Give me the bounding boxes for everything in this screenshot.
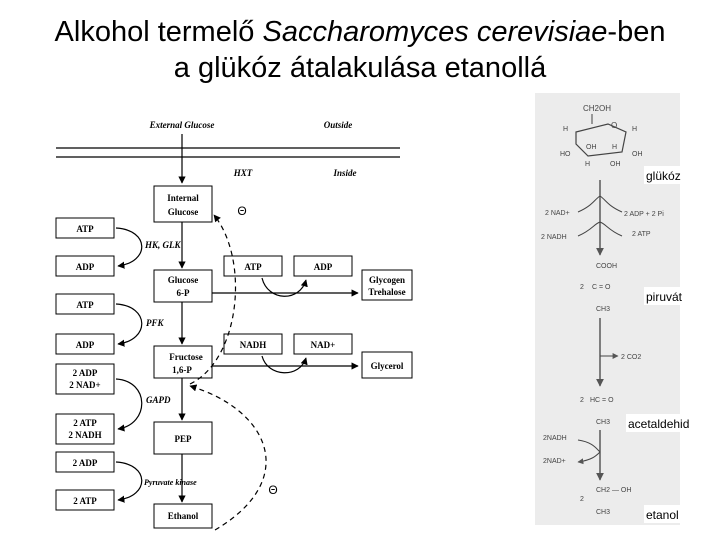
pep-label: PEP xyxy=(174,434,192,444)
label-acetaldehid: acetaldehid xyxy=(628,417,690,431)
box-ethanol xyxy=(154,504,212,528)
ethanol-ch3: CH3 xyxy=(596,509,611,516)
box-glycogen-trehalose xyxy=(362,270,412,300)
box-fructose-16p xyxy=(154,346,212,378)
box-internal-glucose xyxy=(154,186,212,222)
acetaldehyde-ch3: CH3 xyxy=(596,419,611,426)
ethanol-ch2oh: CH2 — OH xyxy=(596,487,632,494)
label-etanol: etanol xyxy=(646,508,679,522)
curve-nadh-nad-right xyxy=(262,356,306,373)
cofactor-adp-1 xyxy=(56,256,114,276)
glucose-ho: HO xyxy=(560,151,571,158)
pyruvate-coef: 2 xyxy=(580,284,584,291)
label-hxt: HXT xyxy=(233,168,253,178)
glucose-6p-line2: 6-P xyxy=(176,288,190,298)
inhibition-icon-2: Θ xyxy=(268,483,278,497)
label-external-glucose: External Glucose xyxy=(149,120,215,130)
nad-right-label: NAD+ xyxy=(310,340,336,350)
glucose-6p-line1: Glucose xyxy=(167,275,199,285)
scheme-adp-pi: 2 ADP + 2 Pi xyxy=(624,211,664,218)
box-nad-right xyxy=(294,334,352,354)
acetaldehyde-hco: HC = O xyxy=(590,397,614,404)
cofactor-2atp-2nadh xyxy=(56,414,114,444)
adp-right-label: ADP xyxy=(313,262,333,272)
glycogen-label: Glycogen xyxy=(369,275,405,285)
nadh-right-label: NADH xyxy=(239,340,267,350)
curve-adp-atp xyxy=(116,462,142,500)
glucose-ch2oh: CH2OH xyxy=(583,104,612,113)
box-pep xyxy=(154,422,212,454)
enzyme-hk-glk: HK, GLK xyxy=(145,240,181,250)
box-adp-right xyxy=(294,256,352,276)
cofactor-2atp-label: 2 ATP xyxy=(73,418,97,428)
cofactor-atp-1 xyxy=(56,218,114,238)
cofactor-2nad-label: 2 NAD+ xyxy=(69,380,101,390)
inhibition-icon-1: Θ xyxy=(237,204,247,218)
title-species: Saccharomyces cerevisiae xyxy=(262,16,608,48)
curve-atp-adp-1 xyxy=(116,228,142,266)
cofactor-2adp-2nad xyxy=(56,364,114,394)
title-text-1b: -ben xyxy=(607,16,666,48)
enzyme-gapd: GAPD xyxy=(146,395,171,405)
fructose-line1: Fructose xyxy=(169,352,203,362)
label-outside: Outside xyxy=(323,120,353,130)
metabolic-pathway xyxy=(56,120,412,530)
cofactor-2adp-b-label: 2 ADP xyxy=(72,458,98,468)
glucose-h1: H xyxy=(563,126,569,133)
cofactor-atp-2-label: ATP xyxy=(76,300,94,310)
enzyme-pfk: PFK xyxy=(146,318,164,328)
cofactor-adp-2-label: ADP xyxy=(75,340,95,350)
box-nadh-right xyxy=(224,334,282,354)
cofactor-2adp xyxy=(56,452,114,472)
curve-atp-adp-2 xyxy=(116,304,142,344)
atp-right-label: ATP xyxy=(244,262,262,272)
glucose-oh3: OH xyxy=(610,161,621,168)
title-text-1a: Alkohol termelő xyxy=(54,16,263,48)
cofactor-adp-2 xyxy=(56,334,114,354)
cofactor-adp-1-label: ADP xyxy=(75,262,95,272)
glycerol-label: Glycerol xyxy=(370,361,404,371)
pyruvate-ch3: CH3 xyxy=(596,306,611,313)
cofactor-atp-2 xyxy=(56,294,114,314)
cofactor-2atp xyxy=(56,490,114,510)
cofactor-2nadh-label: 2 NADH xyxy=(68,430,102,440)
glucose-oh1: OH xyxy=(586,144,597,151)
label-piruvat: piruvát xyxy=(646,290,683,304)
internal-glucose-line1: Internal xyxy=(167,193,199,203)
pyruvate-co: C = O xyxy=(592,284,611,291)
cofactor-2atp-b-label: 2 ATP xyxy=(73,496,97,506)
glucose-h3: H xyxy=(612,144,618,151)
box-atp-right xyxy=(224,256,282,276)
trehalose-label: Trehalose xyxy=(368,287,406,297)
enzyme-pyruvate-kinase: Pyruvate kinase xyxy=(144,478,197,487)
scheme-2co2: 2 CO2 xyxy=(621,354,642,361)
box-glycerol xyxy=(362,352,412,378)
curve-nad-nadh xyxy=(116,379,142,429)
scheme-2nad-b: 2NAD+ xyxy=(543,458,566,465)
scheme-2nadh-b: 2NADH xyxy=(543,435,567,442)
cofactor-atp-1-label: ATP xyxy=(76,224,94,234)
label-inside: Inside xyxy=(333,168,357,178)
ethanol-label: Ethanol xyxy=(167,511,199,521)
chemical-scheme xyxy=(535,93,702,525)
fructose-line2: 1,6-P xyxy=(172,365,192,375)
glucose-h4: H xyxy=(585,161,591,168)
ethanol-coef: 2 xyxy=(580,496,584,503)
scheme-2atp: 2 ATP xyxy=(632,231,651,238)
cofactor-2adp-label: 2 ADP xyxy=(72,368,98,378)
glucose-h2: H xyxy=(632,126,638,133)
internal-glucose-line2: Glucose xyxy=(167,207,199,217)
title-line-2: a glükóz átalakulása etanollá xyxy=(173,52,547,84)
box-glucose-6p xyxy=(154,270,212,302)
acetaldehyde-coef: 2 xyxy=(580,397,584,404)
label-glukoz: glükóz xyxy=(646,169,681,183)
scheme-2nad: 2 NAD+ xyxy=(545,210,570,217)
glucose-o: O xyxy=(611,121,618,130)
pyruvate-cooh: COOH xyxy=(596,263,617,270)
scheme-2nadh: 2 NADH xyxy=(541,234,567,241)
glucose-oh2: OH xyxy=(632,151,643,158)
